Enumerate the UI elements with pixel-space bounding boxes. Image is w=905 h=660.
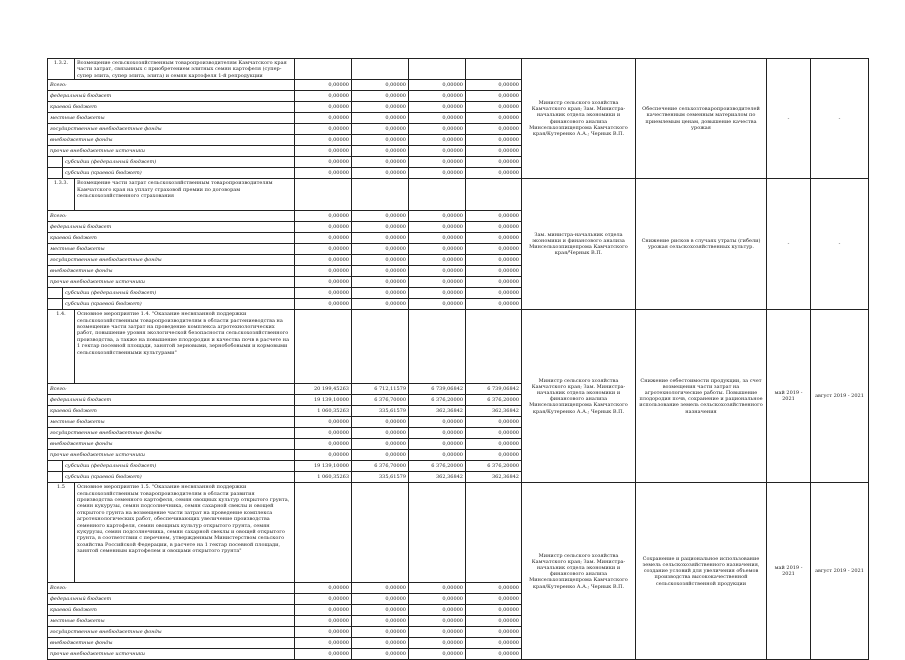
funding-value: 0,00000	[409, 417, 466, 428]
funding-value: 0,00000	[466, 124, 522, 135]
funding-value: 0,00000	[409, 428, 466, 439]
funding-value: 1 060,35263	[295, 472, 352, 483]
funding-value: 0,00000	[466, 428, 522, 439]
funding-label: местные бюджеты	[48, 113, 295, 124]
funding-value: 0,00000	[409, 135, 466, 146]
funding-value: 0,00000	[295, 638, 352, 649]
funding-value: 6 739,06842	[466, 384, 522, 395]
funding-label: краевой бюджет	[48, 102, 295, 113]
empty-value-cell	[352, 483, 409, 583]
funding-value: 0,00000	[466, 113, 522, 124]
funding-value: 0,00000	[409, 288, 466, 299]
funding-value: 0,00000	[409, 638, 466, 649]
funding-value: 6 376,20000	[466, 395, 522, 406]
funding-value: 0,00000	[295, 583, 352, 594]
funding-value: 0,00000	[352, 594, 409, 605]
funding-value: 0,00000	[295, 255, 352, 266]
funding-label: федеральный бюджет	[48, 594, 295, 605]
funding-label: субсидии (федеральный бюджет)	[63, 461, 295, 472]
funding-label: Всего:	[48, 211, 295, 222]
funding-value: 19 139,10000	[295, 395, 352, 406]
section-header-row	[48, 310, 869, 384]
funding-value: 0,00000	[352, 168, 409, 179]
funding-value: 0,00000	[466, 450, 522, 461]
funding-label: Всего:	[48, 80, 295, 91]
section-code: 1.3.2.	[48, 59, 75, 80]
funding-value: 6 739,06842	[409, 384, 466, 395]
funding-value: 0,00000	[466, 157, 522, 168]
section-indicator: -	[811, 59, 869, 179]
empty-value-cell	[352, 310, 409, 384]
funding-value: 0,00000	[352, 627, 409, 638]
funding-value: 0,00000	[466, 417, 522, 428]
funding-value: 0,00000	[409, 146, 466, 157]
funding-label: внебюджетные фонды	[48, 135, 295, 146]
funding-label: внебюджетные фонды	[48, 266, 295, 277]
funding-value: 0,00000	[295, 233, 352, 244]
funding-value: 0,00000	[409, 222, 466, 233]
funding-value: 0,00000	[352, 233, 409, 244]
funding-label: Всего:	[48, 384, 295, 395]
section-term: май 2019 - 2021	[767, 310, 811, 483]
funding-value: 0,00000	[466, 135, 522, 146]
indent-cell	[48, 461, 63, 472]
funding-value: 0,00000	[295, 266, 352, 277]
funding-value: 6 376,20000	[466, 461, 522, 472]
funding-value: 0,00000	[466, 102, 522, 113]
section-indicator: август 2019 - 2021	[811, 310, 869, 483]
funding-value: 0,00000	[466, 277, 522, 288]
section-result: Снижение рисков в случаях утраты (гибели) урожая сельскохозяйственных культур.	[636, 179, 767, 310]
funding-value: 0,00000	[409, 91, 466, 102]
section-executor: Министр сельского хозяйства Камчатского края; Зам. Министра-начальник отдела экономики и финансового анализа Минсельхозпищепрома Камчатского края/Кутеренко А.А.; Чернык В.П.	[522, 483, 636, 660]
empty-value-cell	[295, 59, 352, 80]
funding-value: 0,00000	[409, 113, 466, 124]
funding-label: Всего:	[48, 583, 295, 594]
funding-value: 20 199,45263	[295, 384, 352, 395]
section-header-row	[48, 59, 869, 80]
funding-value: 0,00000	[352, 244, 409, 255]
funding-value: 0,00000	[409, 649, 466, 660]
funding-value: 0,00000	[295, 211, 352, 222]
funding-value: 362,36842	[409, 406, 466, 417]
section-header-row	[48, 179, 869, 211]
funding-value: 0,00000	[466, 168, 522, 179]
funding-value: 0,00000	[295, 124, 352, 135]
funding-value: 6 376,70000	[352, 395, 409, 406]
funding-value: 0,00000	[352, 605, 409, 616]
funding-value: 0,00000	[295, 135, 352, 146]
section-indicator: август 2019 - 2021	[811, 483, 869, 660]
funding-value: 1 060,35263	[295, 406, 352, 417]
funding-value: 0,00000	[295, 299, 352, 310]
funding-value: 0,00000	[466, 91, 522, 102]
funding-value: 0,00000	[352, 638, 409, 649]
funding-value: 0,00000	[352, 649, 409, 660]
funding-value: 0,00000	[295, 616, 352, 627]
funding-label: федеральный бюджет	[48, 222, 295, 233]
empty-value-cell	[466, 179, 522, 211]
indent-cell	[48, 168, 63, 179]
empty-value-cell	[295, 483, 352, 583]
funding-value: 0,00000	[466, 605, 522, 616]
funding-label: субсидии (краевой бюджет)	[63, 472, 295, 483]
funding-value: 0,00000	[352, 80, 409, 91]
funding-value: 0,00000	[352, 91, 409, 102]
empty-value-cell	[466, 483, 522, 583]
empty-value-cell	[409, 179, 466, 211]
funding-label: внебюджетные фонды	[48, 638, 295, 649]
funding-value: 0,00000	[466, 649, 522, 660]
funding-value: 0,00000	[352, 124, 409, 135]
funding-value: 0,00000	[295, 168, 352, 179]
funding-value: 6 376,70000	[352, 461, 409, 472]
section-term: -	[767, 179, 811, 310]
funding-value: 0,00000	[409, 255, 466, 266]
funding-value: 0,00000	[295, 244, 352, 255]
funding-value: 19 139,10000	[295, 461, 352, 472]
funding-value: 0,00000	[466, 583, 522, 594]
funding-value: 0,00000	[352, 146, 409, 157]
section-executor: Зам. министра-начальник отдела экономики и финансового анализа Минсельхозпищепрома Камчатского края/Чернык В.П.	[522, 179, 636, 310]
funding-value: 0,00000	[409, 168, 466, 179]
funding-value: 0,00000	[295, 91, 352, 102]
funding-value: 0,00000	[352, 211, 409, 222]
funding-label: местные бюджеты	[48, 244, 295, 255]
funding-label: федеральный бюджет	[48, 91, 295, 102]
funding-label: внебюджетные фонды	[48, 439, 295, 450]
funding-label: государственные внебюджетные фонды	[48, 627, 295, 638]
funding-label: прочие внебюджетные источники	[48, 450, 295, 461]
program-budget-table	[47, 58, 869, 660]
section-code: 1.5	[48, 483, 75, 583]
funding-value: 0,00000	[352, 417, 409, 428]
section-indicator: -	[811, 179, 869, 310]
funding-value: 0,00000	[466, 255, 522, 266]
funding-value: 0,00000	[295, 80, 352, 91]
funding-value: 0,00000	[466, 244, 522, 255]
funding-value: 0,00000	[352, 113, 409, 124]
funding-value: 0,00000	[295, 157, 352, 168]
funding-value: 0,00000	[352, 428, 409, 439]
funding-value: 6 376,20000	[409, 461, 466, 472]
funding-value: 0,00000	[352, 616, 409, 627]
funding-value: 0,00000	[466, 299, 522, 310]
funding-value: 0,00000	[409, 583, 466, 594]
funding-value: 0,00000	[466, 439, 522, 450]
funding-value: 0,00000	[409, 277, 466, 288]
funding-value: 0,00000	[352, 157, 409, 168]
funding-label: местные бюджеты	[48, 616, 295, 627]
funding-value: 0,00000	[466, 233, 522, 244]
funding-value: 0,00000	[352, 135, 409, 146]
funding-value: 362,36842	[409, 472, 466, 483]
funding-value: 0,00000	[409, 605, 466, 616]
funding-label: государственные внебюджетные фонды	[48, 124, 295, 135]
funding-value: 6 712,11579	[352, 384, 409, 395]
section-title: Основное мероприятие 1.4. "Оказание несвязанной поддержки сельскохозяйственным товаропроизводителям в области растениеводства на возмещение части затрат на проведение комплекса агротехнологических работ, повышение уровня экологической безопасности сельскохозяйственного производства, а также на повышение плодородия и качества почв в расчете на 1 гектар посевной площади, занятой зерновыми, зернобобовыми и кормовыми сельскохозяйственными культурами"	[75, 310, 295, 384]
indent-cell	[48, 288, 63, 299]
funding-value: 0,00000	[295, 417, 352, 428]
section-code: 1.4.	[48, 310, 75, 384]
funding-value: 335,61579	[352, 406, 409, 417]
funding-value: 0,00000	[295, 146, 352, 157]
empty-value-cell	[409, 59, 466, 80]
funding-label: краевой бюджет	[48, 605, 295, 616]
funding-value: 0,00000	[409, 616, 466, 627]
funding-value: 0,00000	[409, 627, 466, 638]
funding-value: 0,00000	[409, 266, 466, 277]
funding-value: 0,00000	[295, 222, 352, 233]
funding-value: 0,00000	[466, 627, 522, 638]
funding-value: 0,00000	[466, 266, 522, 277]
section-executor: Министр сельского хозяйства Камчатского края; Зам. Министра-начальник отдела экономики и финансового анализа Минсельхозпищепрома Камчатского края/Кутеренко А.А.; Чернык В.П.	[522, 59, 636, 179]
funding-value: 0,00000	[466, 638, 522, 649]
section-title: Возмещение части затрат сельскохозяйственным товаропроизводителям Камчатского края на уплату страховой премии по договорам сельскохозяйственного страхования	[75, 179, 295, 211]
funding-value: 0,00000	[466, 146, 522, 157]
funding-value: 0,00000	[466, 80, 522, 91]
empty-value-cell	[466, 310, 522, 384]
funding-value: 0,00000	[295, 113, 352, 124]
funding-label: местные бюджеты	[48, 417, 295, 428]
section-result: Снижение себестоимости продукции, за счет возмещения части затрат на агротехнологические работы. Повышение плодородия почв, сохранение и рациональное использование земель сельскохозяйственного назначения	[636, 310, 767, 483]
funding-label: краевой бюджет	[48, 233, 295, 244]
funding-label: прочие внебюджетные источники	[48, 649, 295, 660]
indent-cell	[48, 472, 63, 483]
funding-value: 0,00000	[409, 594, 466, 605]
funding-label: субсидии (федеральный бюджет)	[63, 157, 295, 168]
funding-value: 0,00000	[466, 288, 522, 299]
section-result: Обеспечение сельхозтоваропроизводителей качественным семенным материалом по приемлемым ценам, довышение качества урожая	[636, 59, 767, 179]
funding-value: 0,00000	[466, 222, 522, 233]
funding-value: 0,00000	[409, 80, 466, 91]
section-code: 1.3.3.	[48, 179, 75, 211]
funding-label: субсидии (краевой бюджет)	[63, 299, 295, 310]
section-executor: Министр сельского хозяйства Камчатского края; Зам. Министра-начальник отдела экономики и финансового анализа Минсельхозпищепрома Камчатского края/Кутеренко А.А.; Чернык В.П.	[522, 310, 636, 483]
funding-value: 0,00000	[295, 594, 352, 605]
funding-label: государственные внебюджетные фонды	[48, 255, 295, 266]
funding-value: 0,00000	[352, 266, 409, 277]
funding-value: 6 376,20000	[409, 395, 466, 406]
indent-cell	[48, 299, 63, 310]
funding-value: 0,00000	[352, 255, 409, 266]
funding-value: 362,36842	[466, 406, 522, 417]
funding-value: 0,00000	[409, 124, 466, 135]
funding-value: 335,61579	[352, 472, 409, 483]
funding-value: 0,00000	[295, 102, 352, 113]
budget-table-sheet	[47, 58, 868, 658]
funding-value: 0,00000	[352, 583, 409, 594]
funding-value: 0,00000	[295, 450, 352, 461]
funding-value: 0,00000	[295, 439, 352, 450]
empty-value-cell	[295, 179, 352, 211]
empty-value-cell	[409, 483, 466, 583]
funding-value: 0,00000	[295, 277, 352, 288]
funding-value: 0,00000	[352, 288, 409, 299]
section-term: -	[767, 59, 811, 179]
funding-label: субсидии (федеральный бюджет)	[63, 288, 295, 299]
funding-value: 0,00000	[409, 450, 466, 461]
funding-value: 0,00000	[409, 211, 466, 222]
funding-value: 0,00000	[295, 428, 352, 439]
section-title: Основное мероприятие 1.5. "Оказание несвязанной поддержки сельскохозяйственным товаропроизводителям в области развития производства семенного картофеля, семян овощных культур открытого грунта, семян кукурузы, семян подсолнечника, семян сахарной свеклы и овощей открытого грунта на возмещение части затрат на проведение комплекса агротехнологических работ, обеспечивающих увеличение производства семенного картофеля, семян овощных культур открытого грунта, семян кукурузы, семян подсолнечника, семян сахарной свеклы и овощей открытого грунта, в соответствии с перечнем, утвержденным Министерством сельского хозяйства Российской Федерации, в расчете на 1 гектар посевной площади, занятой семенным картофелем и овощами открытого грунта"	[75, 483, 295, 583]
funding-value: 0,00000	[466, 211, 522, 222]
funding-value: 0,00000	[295, 627, 352, 638]
empty-value-cell	[352, 179, 409, 211]
funding-value: 0,00000	[352, 102, 409, 113]
funding-label: прочие внебюджетные источники	[48, 146, 295, 157]
empty-value-cell	[295, 310, 352, 384]
funding-value: 0,00000	[295, 649, 352, 660]
funding-value: 0,00000	[352, 299, 409, 310]
funding-value: 362,36842	[466, 472, 522, 483]
funding-value: 0,00000	[466, 594, 522, 605]
funding-value: 0,00000	[466, 616, 522, 627]
funding-label: государственные внебюджетные фонды	[48, 428, 295, 439]
funding-value: 0,00000	[409, 233, 466, 244]
section-title: Возмещение сельскохозяйственным товаропроизводителям Камчатского края части затрат, связанных с приобретением элитных семян картофеля (супер-супер элита, супер элита, элита) и семян картофеля 1-й репродукции	[75, 59, 295, 80]
funding-value: 0,00000	[409, 439, 466, 450]
funding-label: прочие внебюджетные источники	[48, 277, 295, 288]
indent-cell	[48, 157, 63, 168]
funding-value: 0,00000	[352, 450, 409, 461]
funding-value: 0,00000	[295, 605, 352, 616]
funding-value: 0,00000	[409, 102, 466, 113]
empty-value-cell	[409, 310, 466, 384]
section-result: Сохранение и рациональное использование земель сельскохозяйственного назначения, создание условий для увеличения объемов производства высококачественной сельскохозяйственной продукции	[636, 483, 767, 660]
funding-label: субсидии (краевой бюджет)	[63, 168, 295, 179]
funding-value: 0,00000	[352, 439, 409, 450]
funding-value: 0,00000	[409, 157, 466, 168]
empty-value-cell	[466, 59, 522, 80]
section-term: май 2019 - 2021	[767, 483, 811, 660]
section-header-row	[48, 483, 869, 583]
funding-value: 0,00000	[352, 222, 409, 233]
funding-value: 0,00000	[409, 299, 466, 310]
funding-value: 0,00000	[409, 244, 466, 255]
funding-value: 0,00000	[295, 288, 352, 299]
funding-label: краевой бюджет	[48, 406, 295, 417]
empty-value-cell	[352, 59, 409, 80]
funding-label: федеральный бюджет	[48, 395, 295, 406]
funding-value: 0,00000	[352, 277, 409, 288]
